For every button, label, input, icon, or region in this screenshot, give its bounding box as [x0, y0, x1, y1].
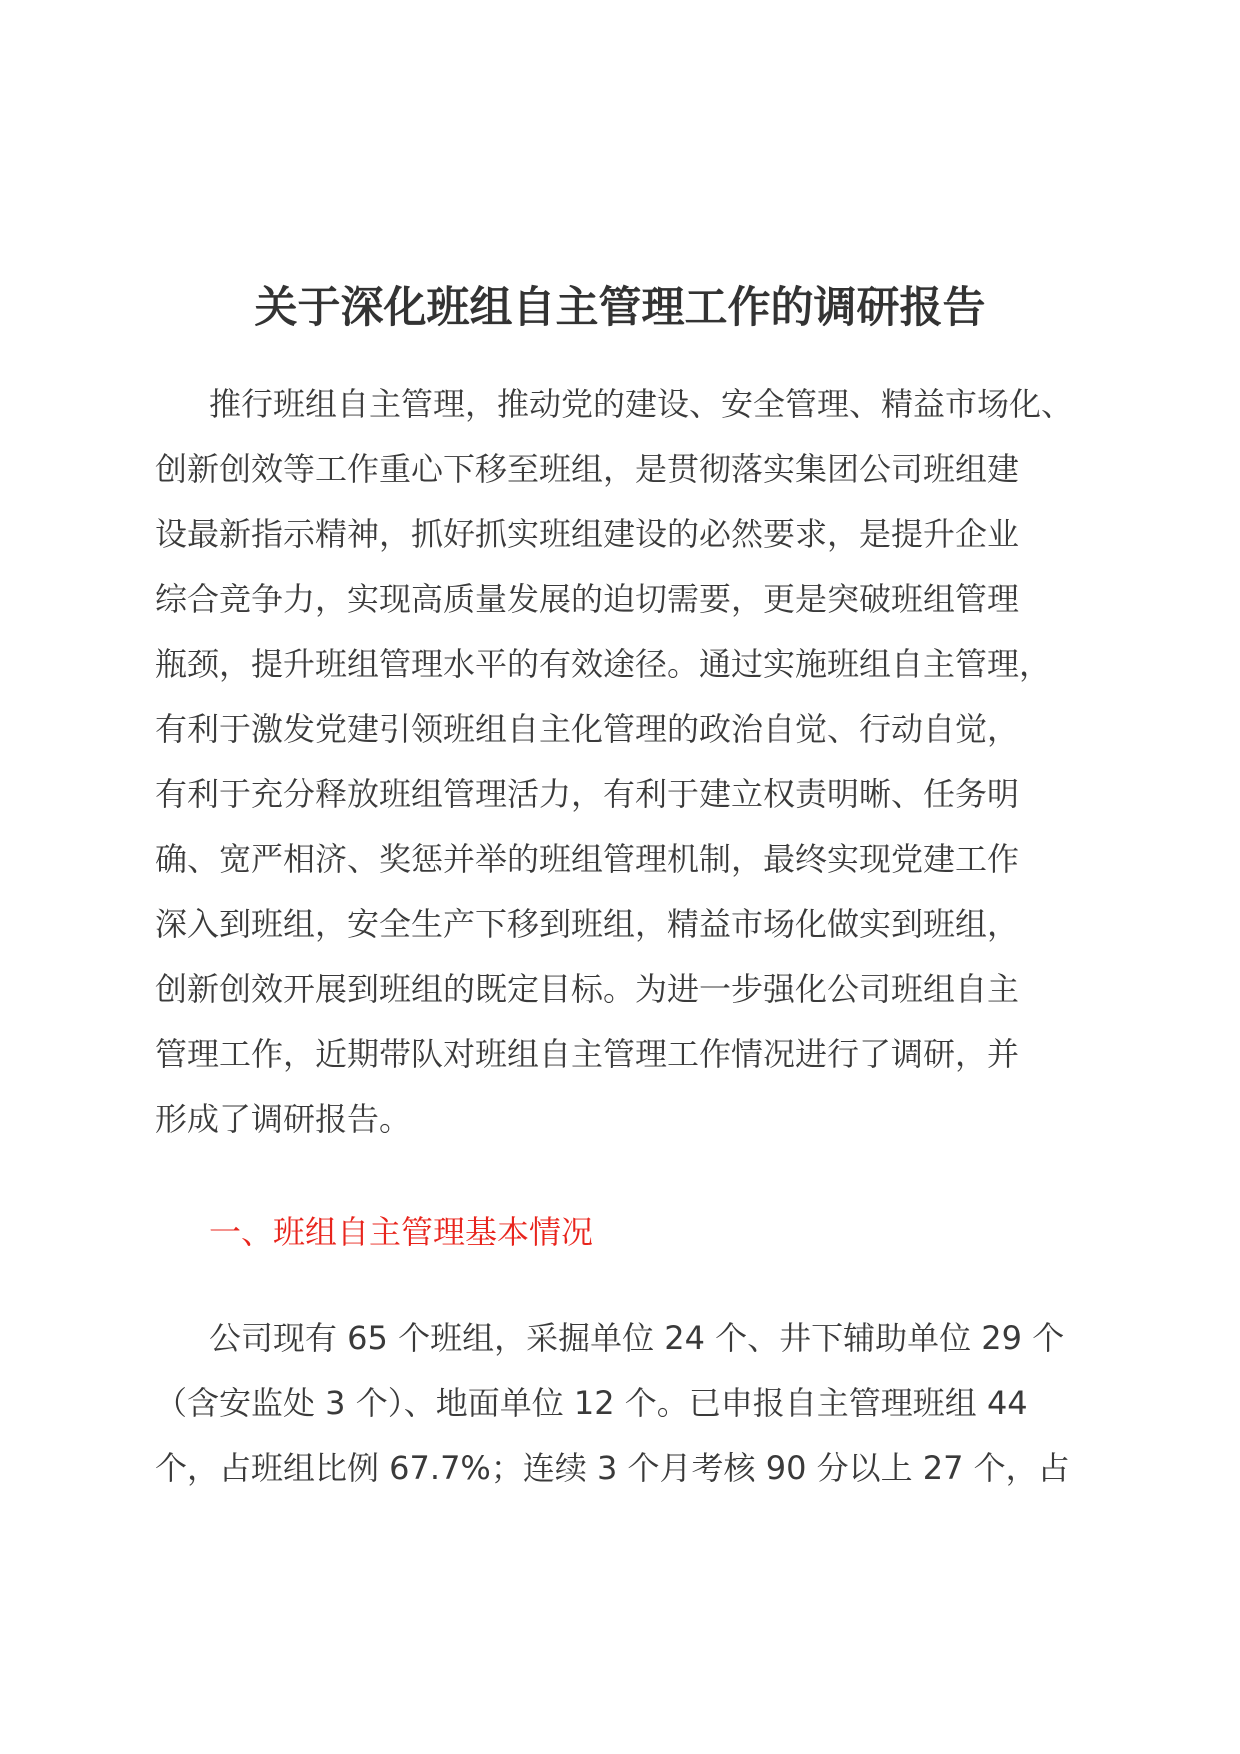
section1-line: 个，占班组比例 67.7%；连续 3 个月考核 90 分以上 27 个，占	[155, 1449, 1070, 1487]
section1-line: 公司现有 65 个班组，采掘单位 24 个、井下辅助单位 29 个	[209, 1319, 1065, 1357]
intro-line: 创新创效开展到班组的既定目标。为进一步强化公司班组自主	[155, 970, 1020, 1008]
section-heading: 一、班组自主管理基本情况	[209, 1213, 594, 1251]
intro-line: 形成了调研报告。	[155, 1100, 412, 1138]
intro-paragraph	[155, 372, 1115, 1152]
intro-line: 设最新指示精神，抓好抓实班组建设的必然要求，是提升企业	[155, 515, 1020, 553]
intro-line: 有利于激发党建引领班组自主化管理的政治自觉、行动自觉，	[155, 710, 1020, 748]
intro-line: 创新创效等工作重心下移至班组，是贯彻落实集团公司班组建	[155, 450, 1020, 488]
intro-line: 有利于充分释放班组管理活力，有利于建立权责明晰、任务明	[155, 775, 1020, 813]
intro-line: 综合竞争力，实现高质量发展的迫切需要，更是突破班组管理	[155, 580, 1020, 618]
intro-line: 确、宽严相济、奖惩并举的班组管理机制，最终实现党建工作	[155, 840, 1020, 878]
section1-paragraph	[155, 1306, 1115, 1501]
page-title: 关于深化班组自主管理工作的调研报告	[254, 283, 986, 333]
intro-line: 深入到班组，安全生产下移到班组，精益市场化做实到班组，	[155, 905, 1020, 943]
section1-line: （含安监处 3 个）、地面单位 12 个。已申报自主管理班组 44	[155, 1384, 1028, 1422]
intro-line: 管理工作，近期带队对班组自主管理工作情况进行了调研，并	[155, 1035, 1020, 1073]
intro-line: 瓶颈，提升班组管理水平的有效途径。通过实施班组自主管理，	[155, 645, 1052, 683]
intro-line: 推行班组自主管理，推动党的建设、安全管理、精益市场化、	[209, 385, 1074, 423]
